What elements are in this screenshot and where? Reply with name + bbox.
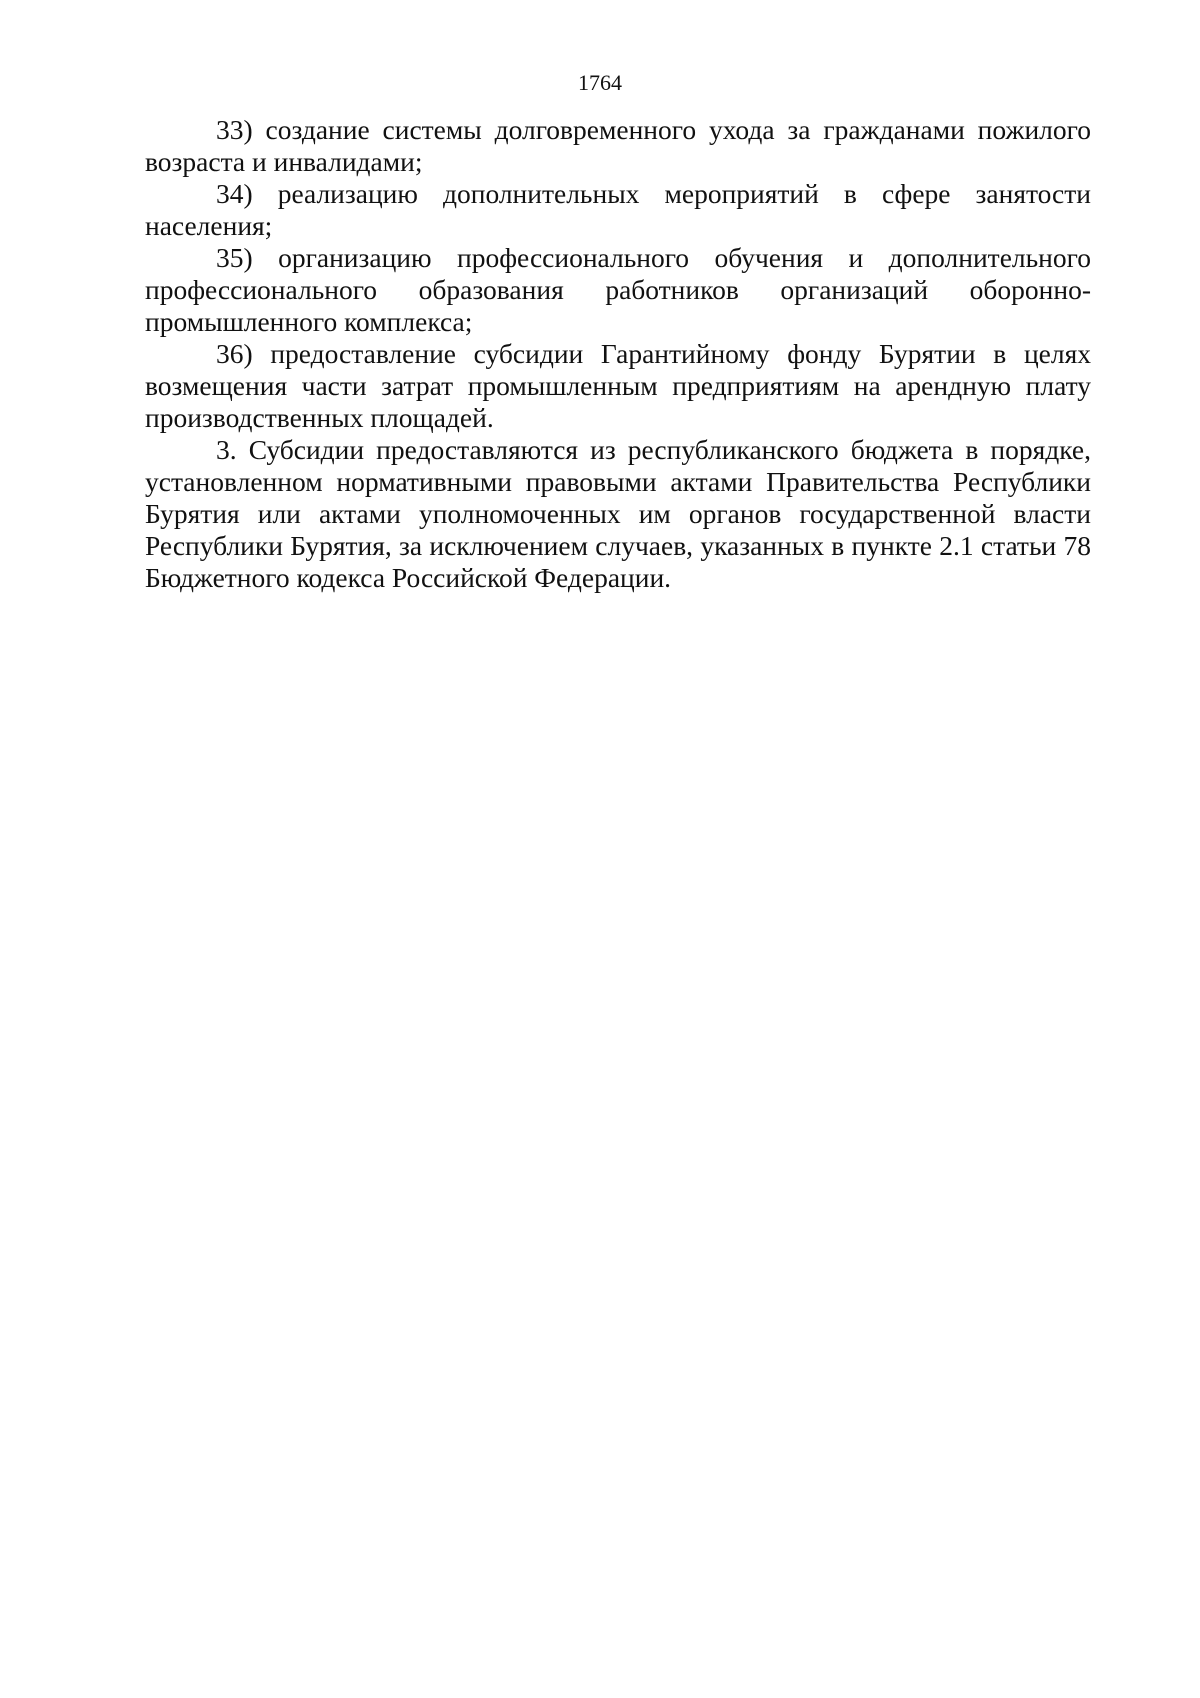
page-number: 1764 — [578, 70, 622, 95]
list-item-35: 35) организацию профессионального обучения и дополнительного профессионального образования работников организаций оборонно-промышленного комплекса; — [145, 242, 1091, 337]
list-item-34: 34) реализацию дополнительных мероприятий в сфере занятости населения; — [145, 178, 1091, 241]
list-item-33: 33) создание системы долговременного ухода за гражданами пожилого возраста и инвалидами; — [145, 114, 1091, 177]
clause-3-paragraph: 3. Субсидии предоставляются из республиканского бюджета в порядке, установленном нормативными правовыми актами Правительства Республики Бурятия или актами уполномоченных им органов государственной власти Республики Бурятия, за исключением случаев, указанных в пункте 2.1 статьи 78 Бюджетного кодекса Российской Федерации. — [145, 434, 1091, 593]
list-item-36: 36) предоставление субсидии Гарантийному фонду Бурятии в целях возмещения части затрат промышленным предприятиям на арендную плату производственных площадей. — [145, 338, 1091, 433]
document-body — [145, 114, 1091, 594]
